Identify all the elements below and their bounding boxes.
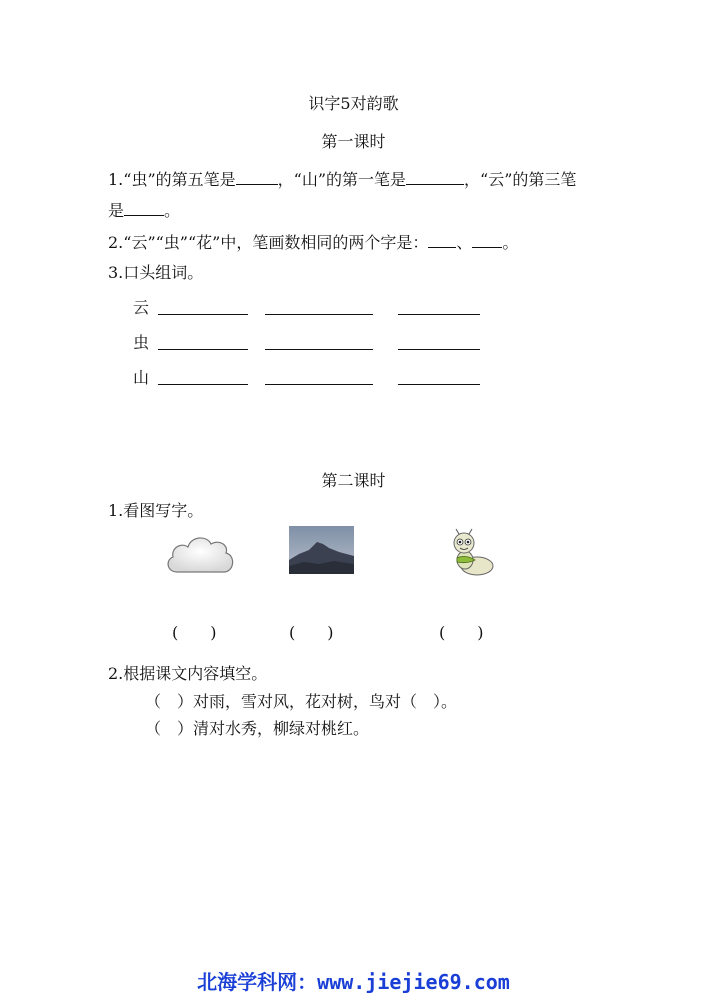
- lesson1-heading: 第一课时: [321, 132, 386, 151]
- q1-text-a: 1.“虫”的第五笔是: [108, 170, 236, 189]
- caterpillar-image: [447, 528, 499, 578]
- answer-line: [398, 384, 480, 385]
- answer-bracket: ( ): [172, 623, 217, 642]
- question-1: [108, 170, 576, 190]
- blank: [428, 233, 456, 248]
- q1-text-b: ，“山”的第一笔是: [277, 170, 407, 189]
- blank: [124, 201, 164, 216]
- cloud-image: [163, 530, 237, 580]
- q1-text-d: 是: [108, 201, 125, 220]
- answer-line: [158, 349, 248, 350]
- lesson2-heading: 第二课时: [321, 471, 386, 490]
- fill-line-1: （ ）对雨，雪对风，花对树，鸟对（ ）。: [145, 692, 458, 711]
- blank: [472, 233, 502, 248]
- l2-question-2: 2.根据课文内容填空。: [108, 664, 268, 683]
- answer-line: [265, 314, 373, 315]
- answer-line: [398, 349, 480, 350]
- answer-bracket: ( ): [289, 623, 334, 642]
- l2-question-1: 1.看图写字。: [108, 501, 204, 520]
- q2-text-c: 。: [502, 233, 519, 252]
- q1-text-e: 。: [164, 201, 181, 220]
- question-3: 3.口头组词。: [108, 263, 204, 282]
- question-1-cont: [108, 201, 180, 221]
- word-chong: 虫: [133, 333, 150, 352]
- fill-line-2: （ ）清对水秀，柳绿对桃红。: [145, 719, 370, 738]
- answer-line: [158, 314, 248, 315]
- q2-text-b: 、: [456, 233, 473, 252]
- blank: [236, 170, 278, 185]
- word-shan: 山: [133, 368, 150, 387]
- answer-line: [265, 384, 373, 385]
- page-title: 识字5对韵歌: [308, 94, 399, 113]
- footer-watermark: 北海学科网：www.jiejie69.com: [197, 970, 510, 994]
- answer-bracket: ( ): [439, 623, 484, 642]
- answer-line: [265, 349, 373, 350]
- q1-text-c: ，“云”的第三笔: [464, 170, 577, 189]
- blank: [406, 170, 464, 185]
- question-2: [108, 233, 518, 253]
- answer-line: [158, 384, 248, 385]
- word-yun: 云: [133, 298, 150, 317]
- answer-line: [398, 314, 480, 315]
- mountain-image: [289, 526, 354, 574]
- q2-text-a: 2.“云”“虫”“花”中，笔画数相同的两个字是：: [108, 233, 429, 252]
